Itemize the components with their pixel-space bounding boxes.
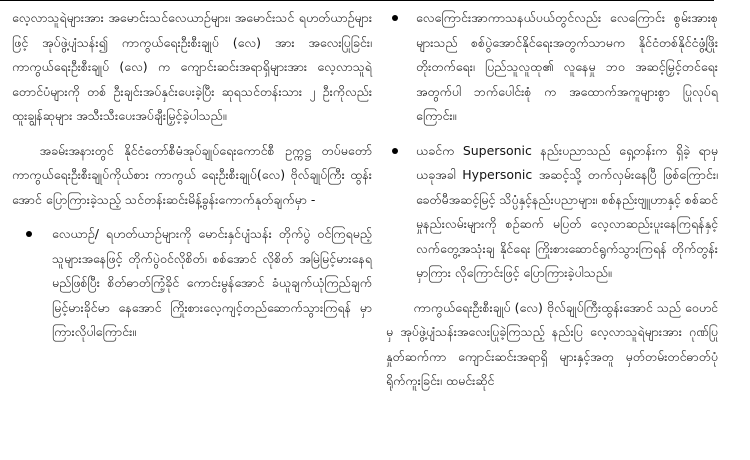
bullet-dot-icon bbox=[392, 15, 398, 21]
bullet-item bbox=[386, 6, 718, 129]
paragraph: အခမ်းအနားတွင် နိုင်ငံတော်စီမံအုပ်ချုပ်ရေးကောင်စီ ဥက္ကဋ္ဌ တပ်မတော်ကာကွယ်ရေးဦးစီးချုပ်ကိုယ်စား ကာကွယ် ရေးဦးစီးချုပ်(လေ) ဗိုလ်ချုပ်ကြီး ထွန်းအောင် ပြောကြားခဲ့သည့် သင်တန်းဆင်းမိန့်ခွန်းကောက်နုတ်ချက်မှာ - bbox=[12, 142, 372, 207]
paragraph: လေ့လာသူရဲများအား အမောင်းသင်လေယာဉ်များ၊ အမောင်းသင် ရဟတ်ယာဉ်များဖြင့် အုပ်ဖွဲ့ပျံသန်း၍ ကာကွယ်ရေးဦးစီးချုပ် (လေ) အား အလေးပြုခြင်း၊ ကာကွယ်ရေးဦးစီးချုပ် (လေ) က ကျောင်းဆင်းအရာရှိများအား လေ့လာသူရဲတောင်ပံများကို တစ် ဦးချင်းအပ်နှင်းပေးခဲ့ပြီး ဆုရသင်တန်းသား ၂ ဦးကိုလည်း ထူးချွန်ဆုများ အသီးသီးပေးအပ်ချီးမြှင့်ခဲ့ပါသည်။ bbox=[12, 10, 372, 123]
bullet-text: လေကြောင်းအာကာသနယ်ပယ်တွင်လည်း လေကြောင်း စွမ်းအားစုများသည် စစ်ပွဲအောင်နိုင်ရေးအတွက်သာမက နိုင်ငံတစ်နိုင်ငံဖွံ့ဖြိုးတိုးတက်ရေး၊ ပြည်သူလူထု၏ လူနေမှု ဘဝ အဆင့်မြှင့်တင်ရေးအတွက်ပါ ဘက်ပေါင်းစုံ က အထောက်အကူများစွာ ပြုလုပ်ရကြောင်း။ bbox=[416, 10, 718, 123]
bullet-text: လေယာဉ်/ ရဟတ်ယာဉ်များကို မောင်းနှင်ပျံသန်း တိုက်ပွဲ ဝင်ကြရမည့်သူများအနေဖြင့် တိုက်ပွဲဝင်လိုစိတ်၊ စစ်အောင် လိုစိတ် အမြဲမြင့်မားနေရမည်ဖြစ်ပြီး စိတ်ဓာတ်ကြံ့ခိုင် ကောင်းမွန်အောင် ခံယူချက်ယုံကြည်ချက် မြင့်မားခိုင်မာ နေအောင် ကြိုးစားလေ့ကျင့်တည်ဆောက်သွားကြရန် မှာ ကြားလိုပါကြောင်း။ bbox=[52, 226, 372, 339]
top-rule bbox=[0, 0, 714, 1]
bullet-dot-icon bbox=[392, 148, 398, 154]
bullet-text: ယခင်က Supersonic နည်းပညာသည် ရှေ့တန်းက ရှိခဲ့ ရာမှ ယခုအခါ Hypersonic အဆင့်သို့ တက်လှမ်းနေပြီ ဖြစ်ကြောင်း၊ ခေတ်မီအဆင့်မြင့် သိပ္ပံနှင့်နည်းပညာများ၊ စစ်နည်းဗျူဟာနှင့် စစ်ဆင်မှုနည်းလမ်းများကို စဉ်ဆက် မပြတ် လေ့လာဆည်းပူးနေကြရန်နှင့် လက်တွေ့အသုံးချ နိုင်ရေး ကြိုးစားဆောင်ရွက်သွားကြရန် တိုက်တွန်းမှာကြား လိုကြောင်းဖြင့် ပြောကြားခဲ့ပါသည်။ bbox=[416, 142, 718, 280]
bullet-dot-icon bbox=[26, 231, 32, 237]
left-column bbox=[12, 6, 372, 345]
paragraph: ကာကွယ်ရေးဦးစီးချုပ် (လေ) ဗိုလ်ချုပ်ကြီးထွန်းအောင် သည် ဝေဟင်မှ အုပ်ဖွဲ့ပျံသန်းအလေးပြုခဲ့ကြသည့် နည်းပြ လေ့လာသူရဲများအား ဂုဏ်ပြုနှုတ်ဆက်ကာ ကျောင်းဆင်းအရာရှိ များနှင့်အတူ မှတ်တမ်းတင်ဓာတ်ပုံရိုက်ကူးခြင်း၊ ထမင်းဆိုင် bbox=[386, 299, 718, 388]
bullet-item bbox=[12, 222, 372, 345]
right-column bbox=[386, 6, 718, 394]
bullet-item bbox=[386, 139, 718, 286]
